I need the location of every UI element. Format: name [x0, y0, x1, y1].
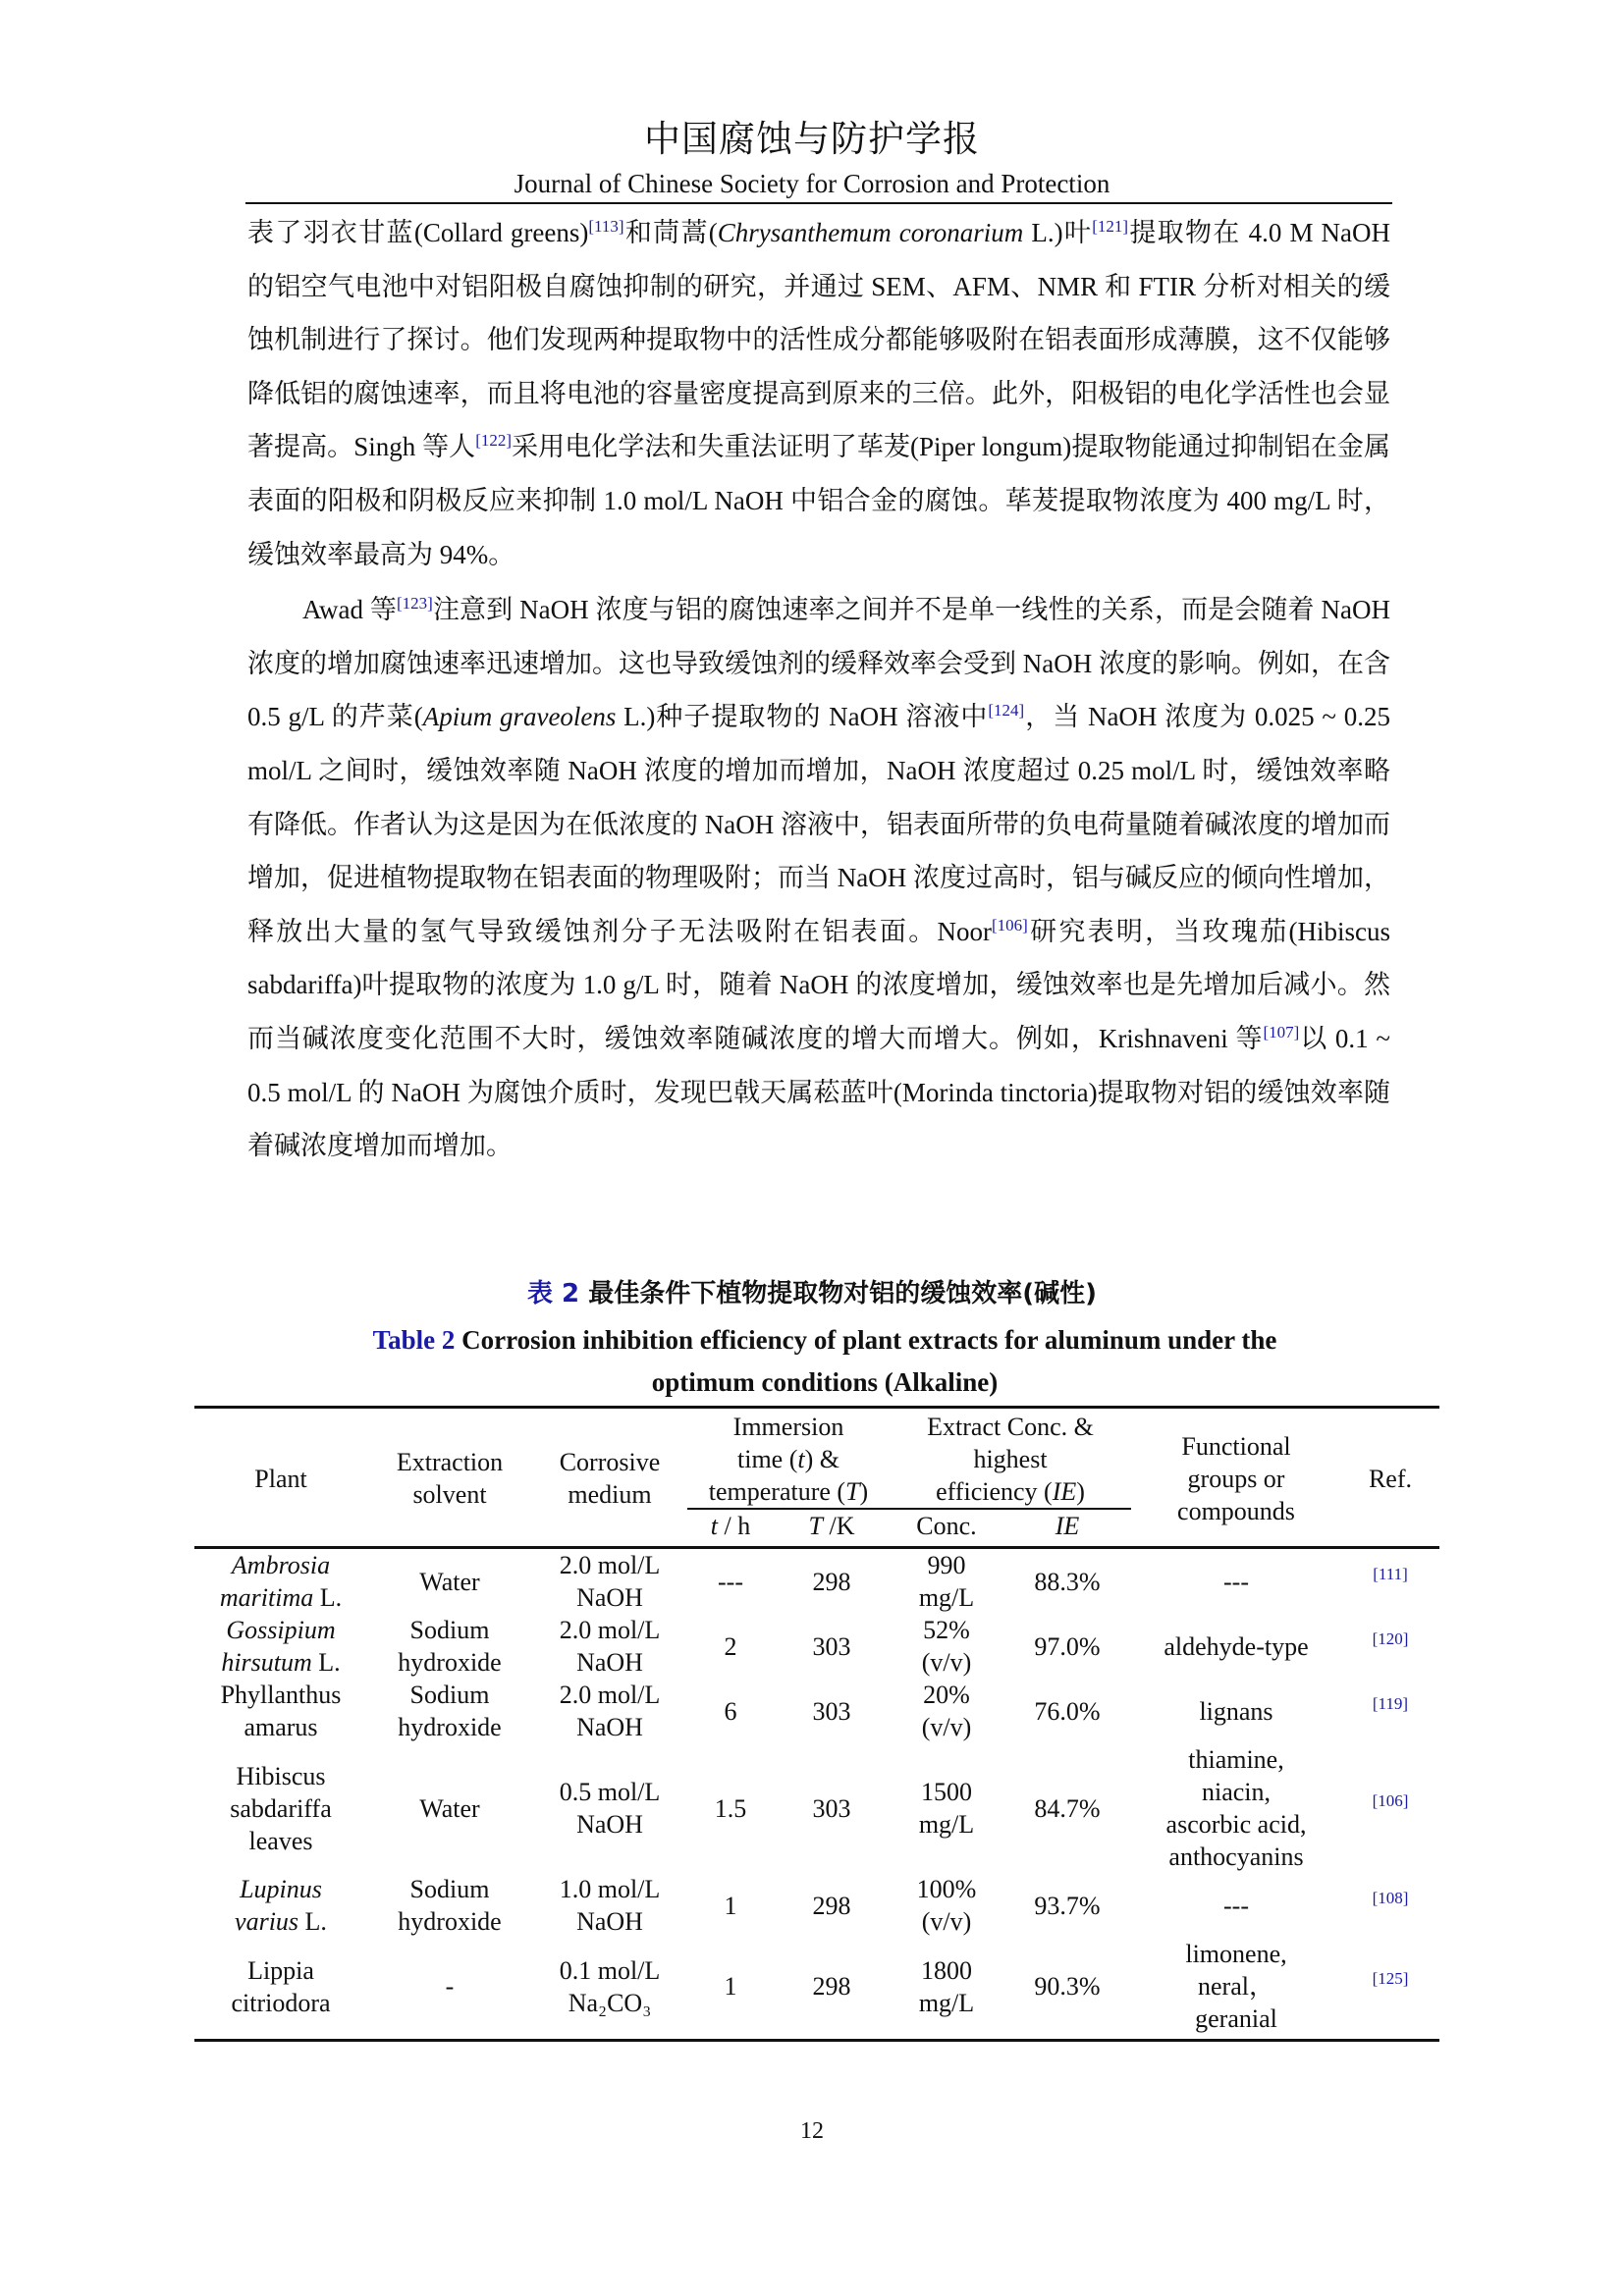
cell-functional — [1131, 1938, 1341, 2041]
cell-time: 2 — [724, 1631, 737, 1661]
solvent-line: Sodium — [409, 1616, 490, 1644]
citation-ref: [120] — [1372, 1629, 1409, 1648]
medium-line: 1.0 mol/L — [559, 1875, 661, 1903]
plant-line-part: citriodora — [231, 1988, 331, 2017]
conc-line: 52% — [923, 1616, 970, 1644]
citation-ref: [123] — [397, 594, 433, 614]
medium-line: 0.5 mol/L — [559, 1778, 661, 1806]
cell-temp: 298 — [812, 1891, 851, 1920]
subheader-ie: IE — [1003, 1509, 1131, 1548]
cell-solvent — [367, 1679, 532, 1743]
header-ref: Ref. — [1341, 1408, 1439, 1548]
table-caption-en — [334, 1319, 1316, 1404]
citation-ref: [122] — [475, 431, 513, 451]
plant-line: Gossipium — [226, 1616, 336, 1644]
cell-conc — [890, 1743, 1003, 1873]
paragraph-2 — [247, 583, 1390, 1173]
cell-time: 1 — [687, 1938, 774, 2041]
solvent-line: hydroxide — [398, 1907, 502, 1936]
medium-line: NaOH — [576, 1810, 643, 1839]
medium-line: NaOH — [576, 1713, 643, 1741]
cell-ie: 90.3% — [1003, 1938, 1131, 2041]
functional-line: thiamine, — [1188, 1745, 1284, 1774]
table-row — [194, 1873, 1439, 1938]
cell-temp: 303 — [812, 1631, 851, 1661]
plant-line-part: sabdariffa — [230, 1793, 332, 1823]
plant-author: L. — [313, 1583, 343, 1612]
plant-line: leaves — [248, 1826, 313, 1855]
cell-time: 1.5 — [714, 1793, 747, 1823]
plant-line: Lippia — [247, 1955, 314, 1985]
journal-title-en: Journal of Chinese Society for Corrosion and Protection — [514, 169, 1110, 198]
functional-line: --- — [1223, 1567, 1249, 1596]
plant-line: Lupinus — [240, 1875, 322, 1903]
cell-medium — [532, 1614, 687, 1679]
text-run: 研究表明，当玫瑰茄(Hibiscus sabdariffa)叶提取物的浓度为 1.0 g/L 时，随着 NaOH 的浓度增加，缓蚀效率也是先增加后减小。然而当碱浓度变化范围不大时，缓蚀效率随碱浓度的增大而增大。例如，Krishnaveni 等 — [247, 916, 1390, 1053]
functional-line: --- — [1223, 1891, 1249, 1920]
cell-ref — [1341, 1679, 1439, 1743]
cell-functional — [1131, 1548, 1341, 1615]
plant-line — [198, 1987, 363, 2019]
table-body — [194, 1548, 1439, 2041]
medium-line: 2.0 mol/L — [559, 1551, 661, 1579]
medium-line: 2.0 mol/L — [559, 1616, 661, 1644]
citation-ref: [111] — [1373, 1564, 1408, 1583]
functional-line: ascorbic acid, — [1165, 1810, 1307, 1839]
conc-line: mg/L — [918, 1988, 975, 2017]
functional-line: lignans — [1199, 1696, 1273, 1726]
medium-line: 0.1 mol/L — [559, 1955, 661, 1985]
solvent-line: - — [445, 1972, 455, 2001]
text-run: Awad 等 — [302, 595, 397, 625]
citation-ref: [121] — [1092, 217, 1129, 236]
table-row — [194, 1679, 1439, 1743]
plant-line — [198, 1581, 363, 1614]
table-row — [194, 1548, 1439, 1615]
plant-line: Phyllanthus — [220, 1681, 342, 1709]
cell-time: --- — [718, 1567, 743, 1596]
text-run: 注意到 NaOH 浓度与铝的腐蚀速率之间并不是单一线性的关系，而是会随着 NaOH 浓度的增加腐蚀速率迅速增加。这也导致缓蚀剂的缓释效率会受到 NaOH 浓度的影响。例如，在含 0.5 g/L 的芹菜( — [247, 595, 1390, 732]
cell-functional — [1131, 1614, 1341, 1679]
cell-ref — [1341, 1614, 1439, 1679]
functional-line: aldehyde-type — [1164, 1631, 1309, 1661]
solvent-line: hydroxide — [398, 1713, 502, 1741]
cell-conc — [890, 1873, 1003, 1938]
cell-plant — [194, 1873, 367, 1938]
cell-solvent — [367, 1938, 532, 2041]
solvent-line: Water — [419, 1567, 480, 1596]
cell-functional — [1131, 1679, 1341, 1743]
plant-line-part: hirsutum — [221, 1648, 312, 1677]
header-plant: Plant — [194, 1408, 367, 1548]
cell-conc — [890, 1679, 1003, 1743]
functional-line: geranial — [1195, 2004, 1277, 2033]
medium-line: Na₂CO₃ — [568, 1988, 652, 2017]
functional-line: neral， — [1198, 1972, 1274, 2001]
cell-medium — [532, 1873, 687, 1938]
conc-line: mg/L — [918, 1583, 975, 1612]
conc-line: 20% — [923, 1681, 970, 1709]
cell-ie: 93.7% — [1034, 1891, 1101, 1920]
citation-ref: [119] — [1372, 1693, 1409, 1713]
conc-line: (v/v) — [921, 1907, 972, 1936]
plant-line-part: maritima — [219, 1583, 314, 1612]
cell-medium — [532, 1548, 687, 1615]
text-run: ，当 NaOH 浓度为 0.025 ~ 0.25 mol/L 之间时，缓蚀效率随 NaOH 浓度的增加而增加，NaOH 浓度超过 0.25 mol/L 时，缓蚀效率略有降低。作者认为这是因为在低浓度的 NaOH 溶液中，铝表面所带的负电荷量随着碱浓度的增加而增加，促进植物提取物在铝表面的物理吸附；而当 NaOH 浓度过高时，铝与碱反应的倾向性增加，释放出大量的氢气导致缓蚀剂分子无法吸附在铝表面。Noor — [247, 702, 1391, 946]
cell-ref — [1341, 1873, 1439, 1938]
cell-solvent — [367, 1873, 532, 1938]
medium-line: NaOH — [576, 1907, 643, 1936]
paragraph-1 — [247, 206, 1390, 581]
cell-ie: 84.7% — [1034, 1793, 1101, 1823]
cell-medium — [532, 1938, 687, 2041]
subheader-conc: Conc. — [890, 1509, 1003, 1548]
citation-ref: [107] — [1263, 1022, 1300, 1041]
header-solvent: Extraction solvent — [367, 1408, 532, 1548]
citation-ref: [106] — [1372, 1790, 1409, 1810]
cell-plant — [194, 1614, 367, 1679]
cell-plant — [194, 1679, 367, 1743]
text-run: 提取物在 4.0 M NaOH 的铝空气电池中对铝阳极自腐蚀抑制的研究，并通过 SEM、AFM、NMR 和 FTIR 分析对相关的缓蚀机制进行了探讨。他们发现两种提取物中的活性成分都能够吸附在铝表面形成薄膜，这不仅能够降低铝的腐蚀速率，而且将电池的容量密度提高到原来的三倍。此外，阳极铝的电化学活性也会显著提高。Singh 等人 — [247, 218, 1390, 462]
cell-functional — [1131, 1873, 1341, 1938]
solvent-line: Water — [419, 1793, 480, 1823]
table-title-en: Corrosion inhibition efficiency of plant extracts for aluminum under the optimum conditions (Alkaline) — [461, 1325, 1277, 1397]
cell-solvent — [367, 1743, 532, 1873]
text-run: 表了羽衣甘蓝(Collard greens) — [247, 218, 589, 247]
cell-temp: 303 — [812, 1793, 851, 1823]
cell-ref — [1341, 1743, 1439, 1873]
plant-line: Ambrosia — [231, 1551, 331, 1579]
cell-temp: 298 — [812, 1567, 851, 1596]
header-immersion: Immersion time (t) & temperature (T) — [687, 1408, 890, 1510]
cell-conc — [890, 1938, 1003, 2041]
cell-plant — [194, 1548, 367, 1615]
functional-line: limonene, — [1185, 1940, 1287, 1968]
cell-ie: 97.0% — [1034, 1631, 1101, 1661]
cell-plant — [194, 1743, 367, 1873]
medium-line: NaOH — [576, 1648, 643, 1677]
solvent-line: Sodium — [409, 1681, 490, 1709]
conc-line: (v/v) — [921, 1648, 972, 1677]
cell-ref — [1341, 1548, 1439, 1615]
cell-temp: 298 — [774, 1938, 890, 2041]
citation-ref: [113] — [588, 217, 624, 236]
medium-line: NaOH — [576, 1583, 643, 1612]
table-row — [194, 1614, 1439, 1679]
header-rule — [245, 202, 1392, 204]
header-extract: Extract Conc. & highest efficiency (IE) — [890, 1408, 1131, 1510]
citation-ref: [124] — [988, 701, 1025, 721]
plant-author: L. — [311, 1648, 341, 1677]
table-label-cn: 表 2 — [527, 1279, 580, 1308]
plant-line: Hibiscus — [236, 1761, 326, 1790]
citation-ref: [125] — [1372, 1969, 1409, 1988]
species-name: Chrysanthemum coronarium — [717, 218, 1024, 247]
solvent-line: hydroxide — [398, 1648, 502, 1677]
page-number: 12 — [800, 2118, 824, 2144]
cell-ref — [1341, 1938, 1439, 2041]
cell-conc — [890, 1614, 1003, 1679]
conc-line: 990 — [927, 1551, 966, 1579]
text-run: 采用电化学法和失重法证明了荜茇(Piper longum)提取物能通过抑制铝在金属表面的阳极和阴极反应来抑制 1.0 mol/L NaOH 中铝合金的腐蚀。荜茇提取物浓度为 400 mg/L 时，缓蚀效率最高为 94%。 — [247, 432, 1390, 569]
plant-line — [198, 1792, 363, 1825]
cell-medium — [532, 1679, 687, 1743]
cell-solvent — [367, 1548, 532, 1615]
plant-line — [198, 1905, 363, 1938]
conc-line: mg/L — [918, 1810, 975, 1839]
citation-ref: [106] — [991, 915, 1028, 934]
plant-line-part: amarus — [244, 1713, 318, 1741]
text-run: 和茼蒿( — [623, 218, 718, 247]
functional-line: anthocyanins — [1168, 1842, 1304, 1871]
subheader-time: t / h — [687, 1509, 774, 1548]
plant-author: L. — [298, 1907, 327, 1936]
conc-line: (v/v) — [921, 1713, 972, 1741]
text-run: L.)叶 — [1023, 218, 1093, 247]
header-medium: Corrosive medium — [532, 1408, 687, 1548]
cell-time: 1 — [724, 1891, 737, 1920]
cell-conc — [890, 1548, 1003, 1615]
table-row — [194, 1743, 1439, 1873]
table-row — [194, 1938, 1439, 2041]
plant-line — [198, 1711, 363, 1743]
functional-line: niacin, — [1201, 1778, 1272, 1806]
header-functional: Functional groups or compounds — [1131, 1408, 1341, 1548]
medium-line: 2.0 mol/L — [559, 1681, 661, 1709]
plant-line — [198, 1646, 363, 1679]
body-text — [247, 206, 1390, 1173]
table-title-cn: 最佳条件下植物提取物对铝的缓蚀效率(碱性) — [588, 1279, 1097, 1308]
journal-title-cn: 中国腐蚀与防护学报 — [644, 118, 980, 160]
cell-temp: 303 — [812, 1696, 851, 1726]
solvent-line: Sodium — [409, 1875, 490, 1903]
table-label-en: Table 2 — [372, 1325, 456, 1355]
subheader-temp: T /K — [774, 1509, 890, 1548]
cell-medium — [532, 1743, 687, 1873]
cell-ie: 76.0% — [1034, 1696, 1101, 1726]
citation-ref: [108] — [1372, 1888, 1409, 1907]
cell-plant — [194, 1938, 367, 2041]
conc-line: 1500 — [921, 1778, 972, 1806]
species-name: Apium graveolens — [422, 702, 617, 732]
cell-solvent — [367, 1614, 532, 1679]
cell-ie: 88.3% — [1034, 1567, 1101, 1596]
plant-line-part: varius — [235, 1907, 299, 1936]
cell-time: 6 — [724, 1696, 737, 1726]
table-caption-cn — [0, 1274, 1624, 1313]
conc-line: 1800 — [921, 1955, 972, 1985]
cell-functional — [1131, 1743, 1341, 1873]
text-run: 以 0.1 ~ 0.5 mol/L 的 NaOH 为腐蚀介质时，发现巴戟天属菘蓝叶(Morinda tinctoria)提取物对铝的缓蚀效率随着碱浓度增加而增加。 — [247, 1023, 1391, 1161]
inhibition-table — [194, 1406, 1439, 2042]
text-run: L.)种子提取物的 NaOH 溶液中 — [616, 702, 989, 732]
conc-line: 100% — [916, 1875, 977, 1903]
